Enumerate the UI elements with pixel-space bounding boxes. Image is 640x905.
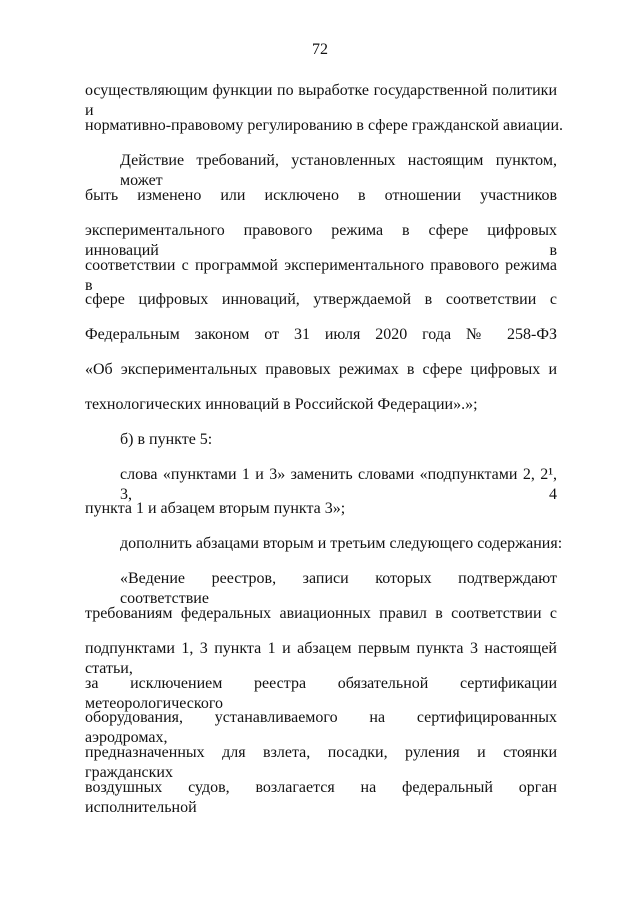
text-line: «Об экспериментальных правовых режимах в сфере цифровых и <box>85 361 557 378</box>
text-line: Действие требований, установленных настоящим пунктом, может <box>120 152 557 189</box>
text-line: сфере цифровых инноваций, утверждаемой в соответствии с <box>85 291 557 308</box>
text-line: нормативно-правовому регулированию в сфере гражданской авиации. <box>85 117 564 134</box>
text-line: дополнить абзацами вторым и третьим следующего содержания: <box>120 535 563 552</box>
text-line: слова «пунктами 1 и 3» заменить словами «подпунктами 2, 2¹, 3, 4 <box>120 466 557 503</box>
text-line: Федеральным законом от 31 июля 2020 года № 258-ФЗ <box>85 326 557 343</box>
text-line: быть изменено или исключено в отношении участников <box>85 187 557 204</box>
text-line: экспериментального правового режима в сфере цифровых инноваций в <box>85 222 557 259</box>
text-line: за исключением реестра обязательной сертификации метеорологического <box>85 675 557 712</box>
text-line: предназначенных для взлета, посадки, руления и стоянки гражданских <box>85 744 557 781</box>
text-line: технологических инноваций в Российской Федерации».»; <box>85 396 478 413</box>
text-line: пункта 1 и абзацем вторым пункта 3»; <box>85 500 346 517</box>
text-line: б) в пункте 5: <box>120 431 213 448</box>
text-line: соответствии с программой экспериментального правового режима в <box>85 257 557 294</box>
text-line: требованиям федеральных авиационных правил в соответствии с <box>85 605 557 622</box>
text-line: «Ведение реестров, записи которых подтверждают соответствие <box>120 570 557 607</box>
page-number: 72 <box>312 41 328 58</box>
text-line: подпунктами 1, 3 пункта 1 и абзацем первым пункта 3 настоящей статьи, <box>85 640 557 677</box>
text-line: осуществляющим функции по выработке государственной политики и <box>85 82 557 119</box>
text-line: оборудования, устанавливаемого на сертифицированных аэродромах, <box>85 709 557 746</box>
text-line: воздушных судов, возлагается на федеральный орган исполнительной <box>85 779 557 816</box>
